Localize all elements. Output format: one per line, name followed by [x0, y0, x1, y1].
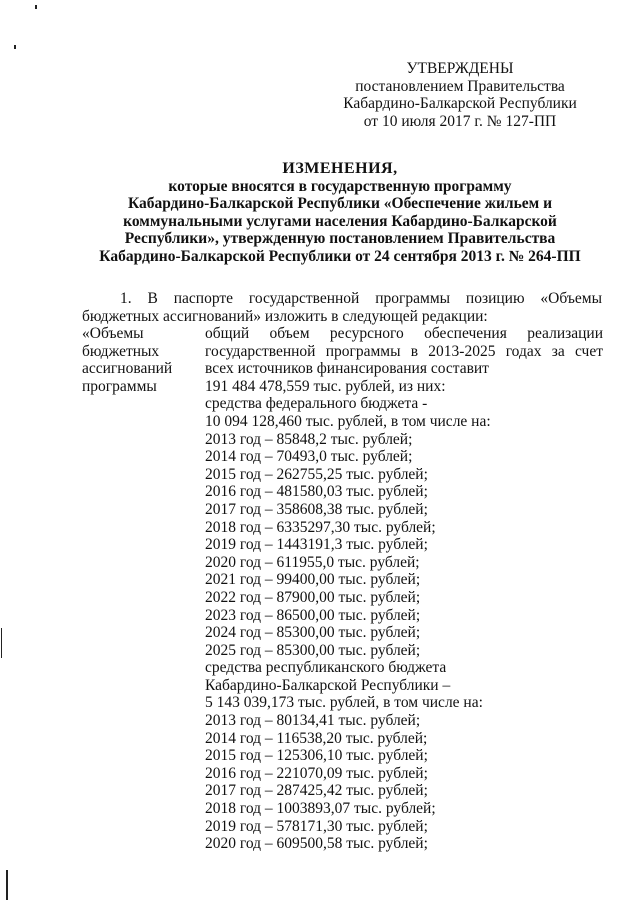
- content-line: средства республиканского бюджета: [205, 659, 447, 677]
- republic-year-line: 2020 год – 609500,58 тыс. рублей;: [205, 835, 428, 853]
- content-lines: [205, 360, 603, 853]
- scan-mark: [6, 870, 8, 900]
- federal-year-line: 2024 год – 85300,00 тыс. рублей;: [205, 624, 421, 642]
- approved-heading: УТВЕРЖДЕНЫ: [406, 60, 514, 77]
- federal-year-line: 2022 год – 87900,00 тыс. рублей;: [205, 588, 421, 606]
- paragraph-line: 1. В паспорте государственной программы позицию «Объемы: [120, 290, 602, 307]
- approved-date-line: от 10 июля 2017 г. № 127-ПП: [363, 112, 557, 130]
- scan-mark: [35, 5, 37, 9]
- label-line: программы: [82, 377, 157, 395]
- republic-year-line: 2015 год – 125306,10 тыс. рублей;: [205, 747, 428, 765]
- scan-mark: [1, 628, 2, 658]
- title-line: Кабардино-Балкарской Республики «Обеспечение жильем и: [127, 195, 553, 213]
- approval-block: [335, 60, 585, 130]
- title-line: Республики», утвержденную постановлением Правительства: [124, 230, 556, 248]
- republic-year-line: 2014 год – 116538,20 тыс. рублей;: [205, 729, 428, 747]
- republic-year-line: 2016 год – 221070,09 тыс. рублей;: [205, 764, 428, 782]
- federal-year-line: 2023 год – 86500,00 тыс. рублей;: [205, 606, 421, 624]
- content-line: государственной программы в 2013-2025 годах за счет: [205, 342, 603, 360]
- approved-line: Кабардино-Балкарской Республики: [343, 95, 577, 113]
- federal-year-line: 2014 год – 70493,0 тыс. рублей;: [205, 448, 413, 466]
- title-line: Кабардино-Балкарской Республики от 24 сентября 2013 г. № 264-ПП: [99, 247, 581, 265]
- title-line: которые вносятся в государственную программу: [168, 177, 512, 195]
- content-line: Кабардино-Балкарской Республики –: [205, 676, 451, 694]
- federal-year-line: 2021 год – 99400,00 тыс. рублей;: [205, 571, 421, 589]
- federal-year-line: 2018 год – 6335297,30 тыс. рублей;: [205, 518, 436, 536]
- federal-year-line: 2017 год – 358608,38 тыс. рублей;: [205, 500, 428, 518]
- federal-year-line: 2020 год – 611955,0 тыс. рублей;: [205, 553, 420, 571]
- republic-year-line: 2017 год – 287425,42 тыс. рублей;: [205, 782, 428, 800]
- republic-year-line: 2019 год – 578171,30 тыс. рублей;: [205, 817, 428, 835]
- title-main: ИЗМЕНЕНИЯ,: [282, 160, 398, 177]
- content-line: общий объем ресурсного обеспечения реализации: [205, 325, 603, 342]
- federal-year-line: 2015 год – 262755,25 тыс. рублей;: [205, 465, 428, 483]
- position-label: [82, 325, 202, 395]
- content-line: 5 143 039,173 тыс. рублей, в том числе на:: [205, 694, 483, 712]
- position-content: [205, 325, 603, 853]
- approved-line: постановлением Правительства: [355, 77, 565, 95]
- republic-year-line: 2018 год – 1003893,07 тыс. рублей;: [205, 800, 436, 818]
- paragraph-line: бюджетных ассигнований» изложить в следующей редакции:: [82, 307, 488, 325]
- content-line: всех источников финансирования составит: [205, 360, 489, 378]
- content-line: 10 094 128,460 тыс. рублей, в том числе на:: [205, 412, 491, 430]
- label-line: бюджетных: [82, 342, 160, 360]
- federal-year-line: 2016 год – 481580,03 тыс. рублей;: [205, 483, 428, 501]
- label-line: «Объемы: [82, 325, 144, 342]
- federal-year-line: 2013 год – 85848,2 тыс. рублей;: [205, 430, 413, 448]
- content-line: средства федерального бюджета -: [205, 395, 428, 413]
- document-title: [70, 160, 610, 266]
- federal-year-line: 2025 год – 85300,00 тыс. рублей;: [205, 641, 421, 659]
- label-line: ассигнований: [82, 360, 173, 378]
- title-line: коммунальными услугами населения Кабардино-Балкарской: [123, 212, 557, 230]
- federal-year-line: 2019 год – 1443191,3 тыс. рублей;: [205, 536, 428, 554]
- scan-mark: [14, 45, 16, 49]
- republic-year-line: 2013 год – 80134,41 тыс. рублей;: [205, 712, 421, 730]
- content-line: 191 484 478,559 тыс. рублей, из них:: [205, 377, 446, 395]
- paragraph-1: [82, 290, 602, 325]
